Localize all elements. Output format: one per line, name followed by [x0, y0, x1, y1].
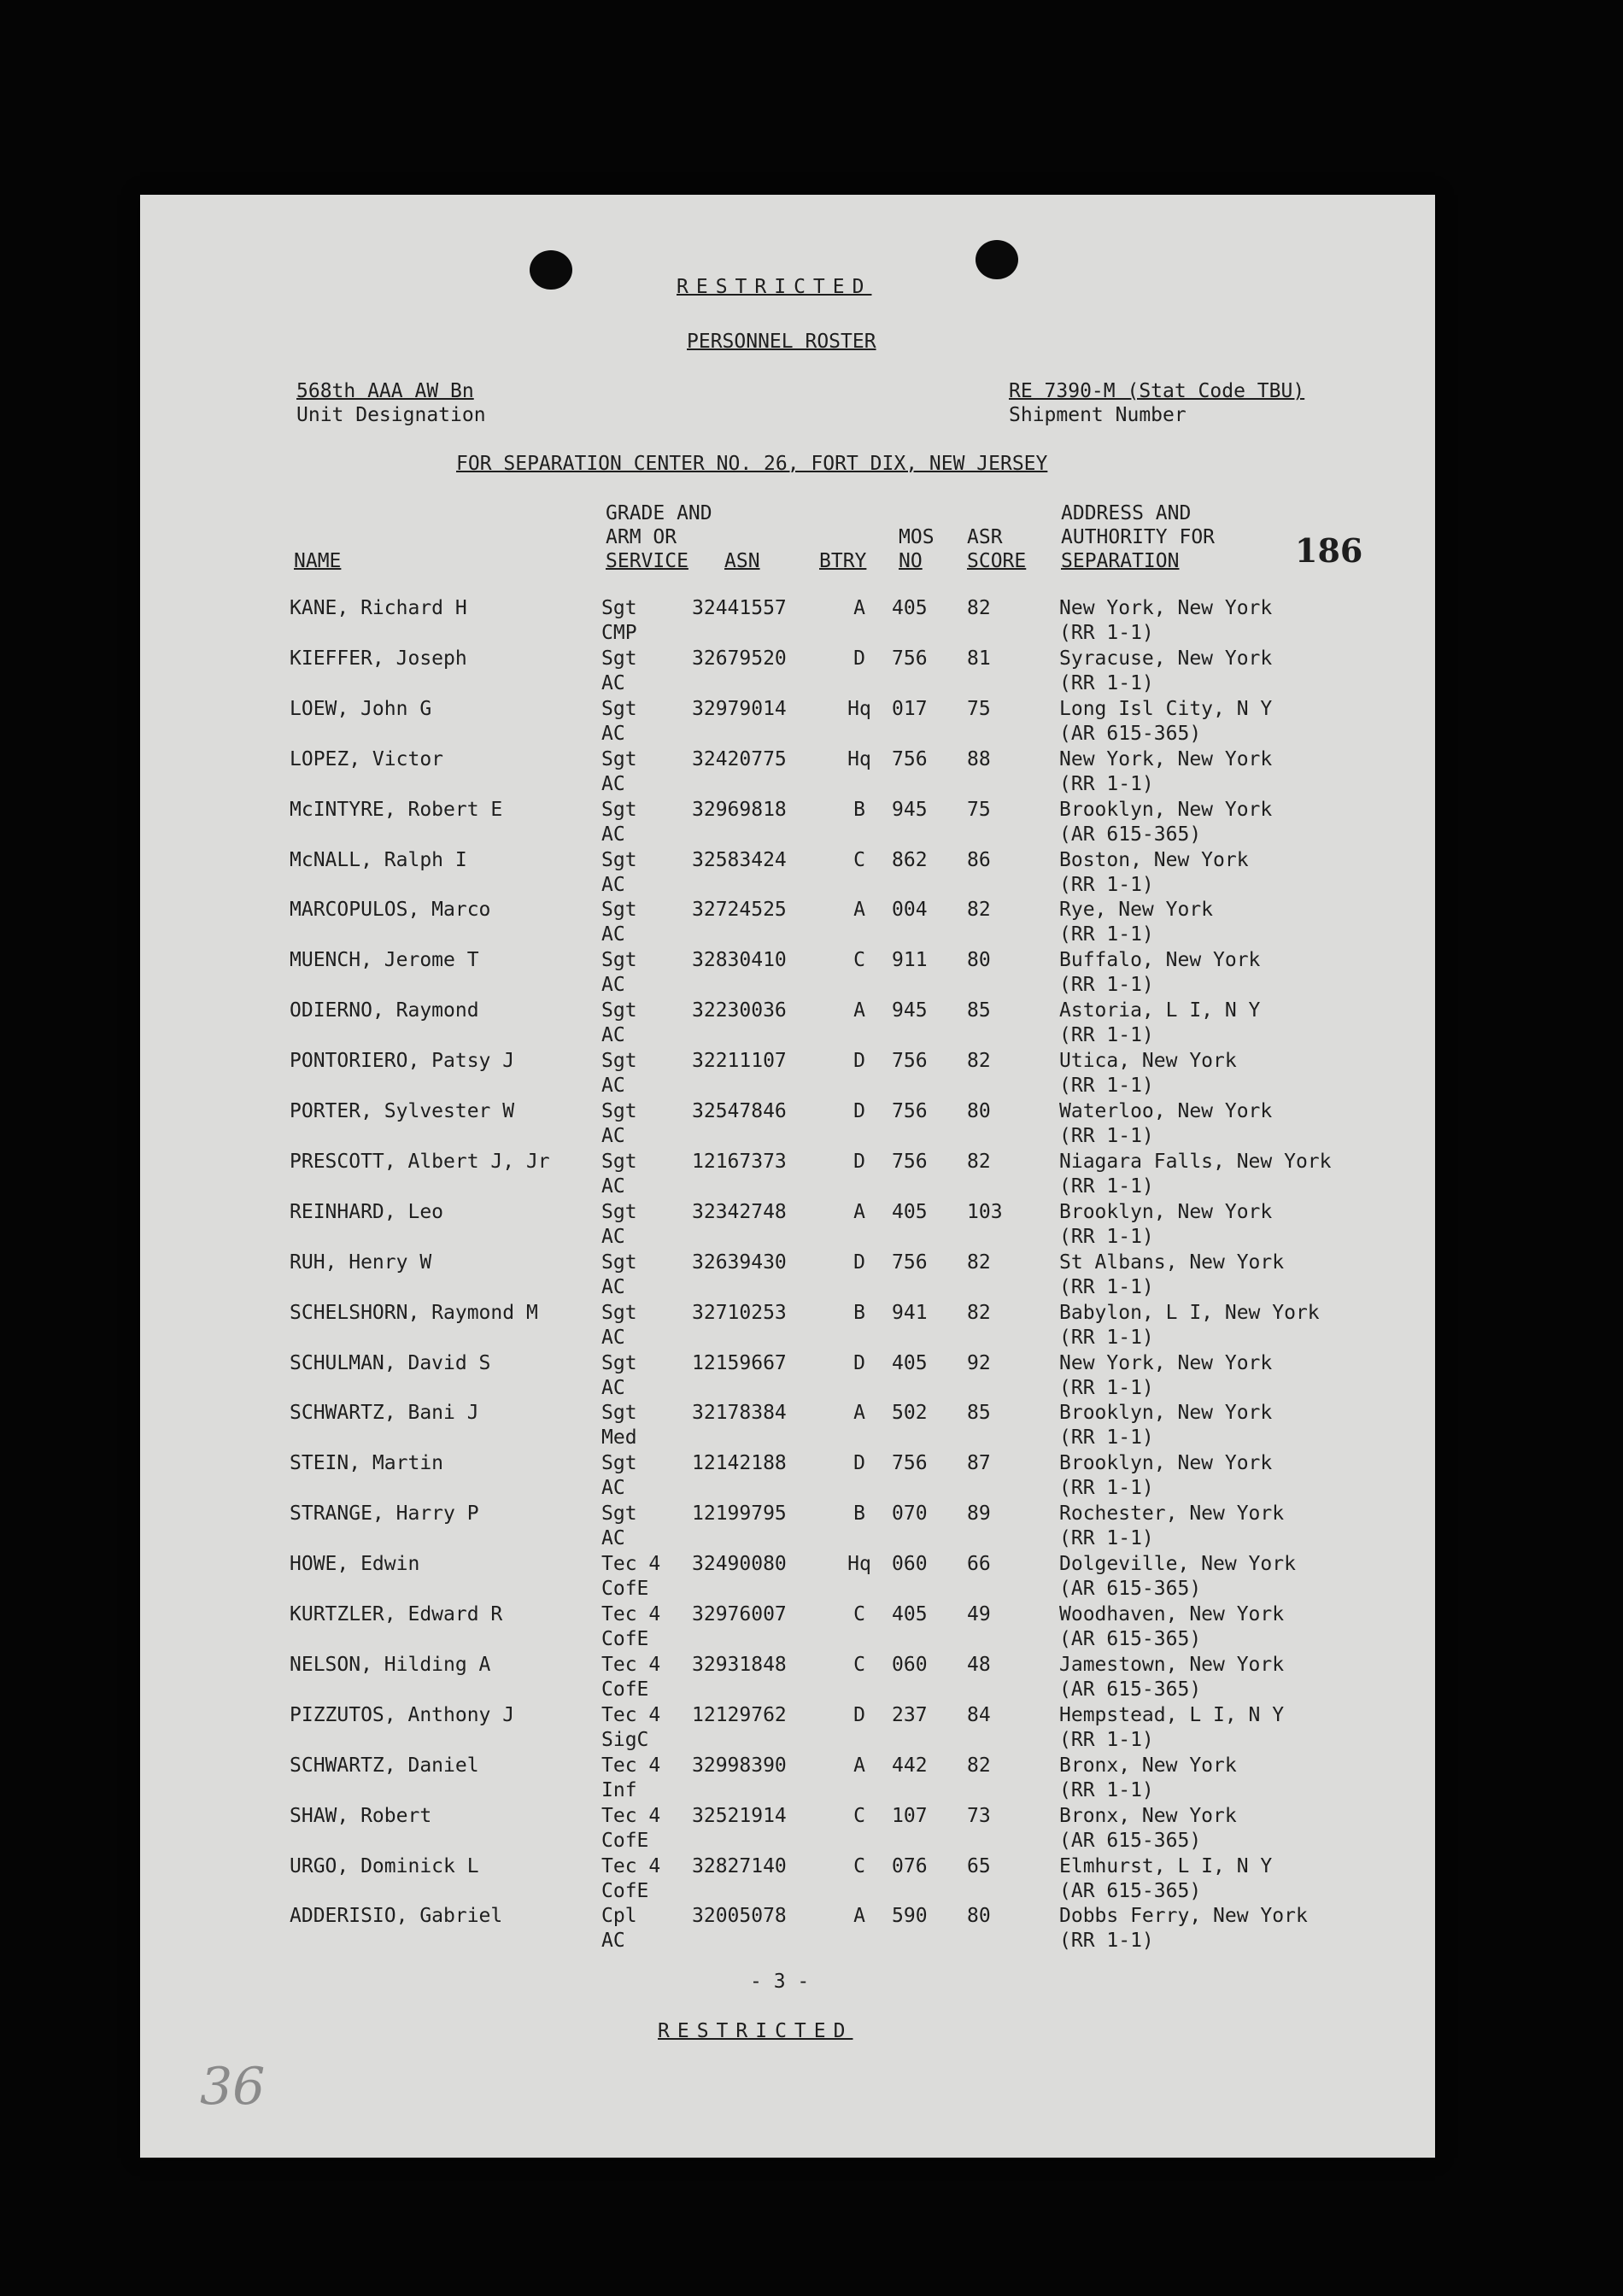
row-name: RUH, Henry W	[290, 1251, 432, 1274]
row-asr-score: 75	[967, 799, 991, 821]
page-reference-number: 186	[1295, 531, 1363, 570]
row-authority: (RR 1-1)	[1059, 1426, 1154, 1449]
table-row	[140, 1854, 1435, 1904]
row-asn: 32490080	[692, 1553, 787, 1575]
col-header-asr: ASR	[967, 526, 1003, 548]
table-row	[140, 948, 1435, 998]
punch-hole-left	[530, 250, 572, 290]
row-authority: (RR 1-1)	[1059, 1125, 1154, 1147]
table-row	[140, 848, 1435, 898]
row-mos: 756	[892, 1050, 928, 1072]
row-mos: 862	[892, 849, 928, 871]
row-address: New York, New York	[1059, 748, 1273, 770]
row-battery: A	[853, 899, 865, 921]
row-authority: (RR 1-1)	[1059, 1930, 1154, 1952]
row-arm-service: AC	[601, 1226, 625, 1248]
row-name: STEIN, Martin	[290, 1452, 444, 1474]
row-grade: Sgt	[601, 1402, 637, 1424]
row-asn: 32639430	[692, 1251, 787, 1274]
row-name: HOWE, Edwin	[290, 1553, 420, 1575]
row-battery: A	[853, 1402, 865, 1424]
row-mos: 756	[892, 647, 928, 670]
row-mos: 756	[892, 1251, 928, 1274]
table-row	[140, 1200, 1435, 1250]
row-asn: 32710253	[692, 1302, 787, 1324]
table-row	[140, 1451, 1435, 1501]
row-arm-service: SigC	[601, 1729, 649, 1751]
table-row	[140, 999, 1435, 1048]
row-name: STRANGE, Harry P	[290, 1502, 479, 1525]
row-mos: 060	[892, 1654, 928, 1676]
row-arm-service: AC	[601, 1930, 625, 1952]
row-asr-score: 82	[967, 1302, 991, 1324]
row-arm-service: CofE	[601, 1830, 649, 1852]
row-mos: 756	[892, 1452, 928, 1474]
row-asn: 32679520	[692, 647, 787, 670]
row-asr-score: 65	[967, 1855, 991, 1877]
row-mos: 060	[892, 1553, 928, 1575]
document-title: PERSONNEL ROSTER	[687, 331, 876, 353]
table-row	[140, 1301, 1435, 1350]
row-address: Jamestown, New York	[1059, 1654, 1285, 1676]
row-battery: D	[853, 1452, 865, 1474]
row-mos: 502	[892, 1402, 928, 1424]
table-row	[140, 1099, 1435, 1149]
row-address: New York, New York	[1059, 597, 1273, 619]
row-name: SCHWARTZ, Bani J	[290, 1402, 479, 1424]
row-asn: 32005078	[692, 1905, 787, 1927]
table-row	[140, 898, 1435, 947]
row-authority: (AR 615-365)	[1059, 1830, 1202, 1852]
row-battery: Hq	[847, 1553, 871, 1575]
row-authority: (AR 615-365)	[1059, 1578, 1202, 1600]
row-grade: Tec 4	[601, 1754, 661, 1777]
restricted-header: RESTRICTED	[677, 276, 872, 298]
row-battery: B	[853, 1502, 865, 1525]
table-row	[140, 697, 1435, 747]
row-battery: D	[853, 1151, 865, 1173]
row-asn: 32211107	[692, 1050, 787, 1072]
row-mos: 911	[892, 949, 928, 971]
row-grade: Sgt	[601, 1201, 637, 1223]
row-asr-score: 82	[967, 1754, 991, 1777]
row-address: St Albans, New York	[1059, 1251, 1285, 1274]
row-asn: 32931848	[692, 1654, 787, 1676]
col-header-name: NAME	[294, 550, 342, 572]
col-header-grade: ARM OR	[606, 526, 677, 548]
row-name: LOEW, John G	[290, 698, 432, 720]
row-authority: (RR 1-1)	[1059, 1075, 1154, 1097]
row-name: URGO, Dominick L	[290, 1855, 479, 1877]
table-row	[140, 1502, 1435, 1551]
row-address: Niagara Falls, New York	[1059, 1151, 1332, 1173]
row-asr-score: 75	[967, 698, 991, 720]
row-name: KANE, Richard H	[290, 597, 467, 619]
table-row	[140, 747, 1435, 797]
row-arm-service: AC	[601, 923, 625, 946]
row-authority: (AR 615-365)	[1059, 723, 1202, 745]
row-name: MUENCH, Jerome T	[290, 949, 479, 971]
row-arm-service: AC	[601, 1477, 625, 1499]
row-battery: Hq	[847, 698, 871, 720]
col-header-asr: SCORE	[967, 550, 1027, 572]
row-name: ODIERNO, Raymond	[290, 999, 479, 1022]
row-authority: (RR 1-1)	[1059, 672, 1154, 694]
row-address: Babylon, L I, New York	[1059, 1302, 1320, 1324]
row-mos: 405	[892, 1201, 928, 1223]
row-arm-service: CofE	[601, 1578, 649, 1600]
row-battery: C	[853, 1805, 865, 1827]
row-grade: Sgt	[601, 1151, 637, 1173]
row-arm-service: Inf	[601, 1779, 637, 1801]
row-arm-service: AC	[601, 1327, 625, 1349]
row-asr-score: 89	[967, 1502, 991, 1525]
row-authority: (RR 1-1)	[1059, 622, 1154, 644]
row-battery: D	[853, 1352, 865, 1374]
row-name: PRESCOTT, Albert J, Jr	[290, 1151, 550, 1173]
row-mos: 237	[892, 1704, 928, 1726]
row-grade: Sgt	[601, 1452, 637, 1474]
unit-designation: 568th AAA AW Bn	[296, 380, 474, 402]
row-name: McNALL, Ralph I	[290, 849, 467, 871]
row-address: Brooklyn, New York	[1059, 799, 1273, 821]
table-row	[140, 1653, 1435, 1702]
row-asr-score: 66	[967, 1553, 991, 1575]
row-grade: Sgt	[601, 1100, 637, 1122]
row-mos: 756	[892, 1151, 928, 1173]
row-battery: C	[853, 1654, 865, 1676]
row-name: SCHELSHORN, Raymond M	[290, 1302, 538, 1324]
row-address: Buffalo, New York	[1059, 949, 1261, 971]
row-asn: 32724525	[692, 899, 787, 921]
row-asn: 32342748	[692, 1201, 787, 1223]
row-arm-service: AC	[601, 1377, 625, 1399]
row-mos: 756	[892, 1100, 928, 1122]
row-battery: D	[853, 647, 865, 670]
row-name: PIZZUTOS, Anthony J	[290, 1704, 515, 1726]
row-name: ADDERISIO, Gabriel	[290, 1905, 503, 1927]
row-asn: 12167373	[692, 1151, 787, 1173]
table-row	[140, 798, 1435, 847]
row-address: Waterloo, New York	[1059, 1100, 1273, 1122]
row-asr-score: 82	[967, 1050, 991, 1072]
row-mos: 941	[892, 1302, 928, 1324]
row-address: Syracuse, New York	[1059, 647, 1273, 670]
shipment-number-label: Shipment Number	[1009, 404, 1186, 426]
separation-center: FOR SEPARATION CENTER NO. 26, FORT DIX, NEW JERSEY	[456, 453, 1048, 475]
row-asr-score: 80	[967, 1905, 991, 1927]
row-grade: Sgt	[601, 1251, 637, 1274]
row-asn: 32521914	[692, 1805, 787, 1827]
row-authority: (RR 1-1)	[1059, 1477, 1154, 1499]
row-authority: (AR 615-365)	[1059, 1628, 1202, 1650]
row-arm-service: AC	[601, 1125, 625, 1147]
row-grade: Sgt	[601, 999, 637, 1022]
row-arm-service: CofE	[601, 1678, 649, 1701]
row-address: Elmhurst, L I, N Y	[1059, 1855, 1273, 1877]
row-arm-service: AC	[601, 1075, 625, 1097]
row-asn: 32441557	[692, 597, 787, 619]
table-row	[140, 1754, 1435, 1803]
row-name: KIEFFER, Joseph	[290, 647, 467, 670]
row-address: Long Isl City, N Y	[1059, 698, 1273, 720]
row-address: Woodhaven, New York	[1059, 1603, 1285, 1625]
row-address: Utica, New York	[1059, 1050, 1237, 1072]
row-asr-score: 48	[967, 1654, 991, 1676]
row-grade: Tec 4	[601, 1603, 661, 1625]
row-address: Bronx, New York	[1059, 1754, 1237, 1777]
row-arm-service: AC	[601, 773, 625, 795]
row-grade: Sgt	[601, 1050, 637, 1072]
row-grade: Sgt	[601, 1352, 637, 1374]
row-asr-score: 103	[967, 1201, 1003, 1223]
col-header-mos: NO	[899, 550, 923, 572]
row-mos: 756	[892, 748, 928, 770]
row-address: Astoria, L I, N Y	[1059, 999, 1261, 1022]
row-asn: 12199795	[692, 1502, 787, 1525]
row-battery: C	[853, 1603, 865, 1625]
roster-page	[140, 195, 1435, 2158]
unit-designation-label: Unit Designation	[296, 404, 486, 426]
row-grade: Tec 4	[601, 1553, 661, 1575]
row-mos: 017	[892, 698, 928, 720]
row-address: Brooklyn, New York	[1059, 1452, 1273, 1474]
row-authority: (AR 615-365)	[1059, 1880, 1202, 1902]
row-battery: C	[853, 849, 865, 871]
row-asn: 12159667	[692, 1352, 787, 1374]
row-asn: 32178384	[692, 1402, 787, 1424]
row-name: KURTZLER, Edward R	[290, 1603, 503, 1625]
row-name: MARCOPULOS, Marco	[290, 899, 491, 921]
row-asr-score: 88	[967, 748, 991, 770]
row-asr-score: 49	[967, 1603, 991, 1625]
row-battery: B	[853, 1302, 865, 1324]
row-mos: 945	[892, 799, 928, 821]
row-name: NELSON, Hilding A	[290, 1654, 491, 1676]
row-grade: Sgt	[601, 899, 637, 921]
col-header-grade: SERVICE	[606, 550, 688, 572]
row-grade: Sgt	[601, 949, 637, 971]
col-header-grade: GRADE AND	[606, 502, 712, 524]
row-battery: C	[853, 949, 865, 971]
row-asr-score: 85	[967, 999, 991, 1022]
row-asr-score: 87	[967, 1452, 991, 1474]
row-arm-service: Med	[601, 1426, 637, 1449]
row-asr-score: 84	[967, 1704, 991, 1726]
row-address: Dolgeville, New York	[1059, 1553, 1296, 1575]
row-name: McINTYRE, Robert E	[290, 799, 503, 821]
col-header-address: SEPARATION	[1061, 550, 1180, 572]
page-number: - 3 -	[750, 1971, 810, 1993]
row-authority: (RR 1-1)	[1059, 1226, 1154, 1248]
row-arm-service: CMP	[601, 622, 637, 644]
table-row	[140, 647, 1435, 696]
col-header-address: ADDRESS AND	[1061, 502, 1192, 524]
col-header-address: AUTHORITY FOR	[1061, 526, 1216, 548]
table-row	[140, 1351, 1435, 1401]
row-asn: 32827140	[692, 1855, 787, 1877]
row-authority: (RR 1-1)	[1059, 1327, 1154, 1349]
row-asr-score: 80	[967, 1100, 991, 1122]
row-asn: 32969818	[692, 799, 787, 821]
restricted-footer: RESTRICTED	[658, 2020, 853, 2042]
row-asn: 32420775	[692, 748, 787, 770]
row-grade: Sgt	[601, 1502, 637, 1525]
punch-hole-right	[976, 240, 1018, 279]
table-row	[140, 1150, 1435, 1199]
row-asn: 32998390	[692, 1754, 787, 1777]
row-authority: (RR 1-1)	[1059, 1729, 1154, 1751]
row-authority: (RR 1-1)	[1059, 1276, 1154, 1298]
row-authority: (RR 1-1)	[1059, 1527, 1154, 1549]
row-asn: 32230036	[692, 999, 787, 1022]
row-authority: (RR 1-1)	[1059, 974, 1154, 996]
row-asn: 12142188	[692, 1452, 787, 1474]
row-battery: D	[853, 1050, 865, 1072]
row-address: Brooklyn, New York	[1059, 1402, 1273, 1424]
table-row	[140, 1602, 1435, 1652]
row-asr-score: 82	[967, 1151, 991, 1173]
row-battery: A	[853, 597, 865, 619]
row-battery: A	[853, 999, 865, 1022]
row-asr-score: 92	[967, 1352, 991, 1374]
row-asr-score: 85	[967, 1402, 991, 1424]
row-authority: (RR 1-1)	[1059, 1377, 1154, 1399]
shipment-number: RE 7390-M (Stat Code TBU)	[1009, 380, 1305, 402]
row-grade: Tec 4	[601, 1654, 661, 1676]
row-asr-score: 73	[967, 1805, 991, 1827]
row-name: SCHWARTZ, Daniel	[290, 1754, 479, 1777]
row-name: PONTORIERO, Patsy J	[290, 1050, 515, 1072]
row-mos: 442	[892, 1754, 928, 1777]
row-grade: Sgt	[601, 748, 637, 770]
table-row	[140, 1804, 1435, 1854]
table-row	[140, 1401, 1435, 1450]
row-grade: Tec 4	[601, 1855, 661, 1877]
row-grade: Sgt	[601, 698, 637, 720]
row-authority: (RR 1-1)	[1059, 923, 1154, 946]
row-battery: D	[853, 1100, 865, 1122]
row-battery: C	[853, 1855, 865, 1877]
row-address: Brooklyn, New York	[1059, 1201, 1273, 1223]
row-grade: Sgt	[601, 849, 637, 871]
row-authority: (AR 615-365)	[1059, 823, 1202, 846]
row-grade: Tec 4	[601, 1704, 661, 1726]
row-battery: A	[853, 1201, 865, 1223]
table-row	[140, 596, 1435, 646]
row-arm-service: CofE	[601, 1628, 649, 1650]
row-battery: D	[853, 1251, 865, 1274]
row-authority: (RR 1-1)	[1059, 1779, 1154, 1801]
row-asn: 32583424	[692, 849, 787, 871]
row-name: SCHULMAN, David S	[290, 1352, 491, 1374]
row-asr-score: 82	[967, 597, 991, 619]
row-asn: 32976007	[692, 1603, 787, 1625]
row-asn: 32979014	[692, 698, 787, 720]
row-battery: A	[853, 1905, 865, 1927]
row-asr-score: 82	[967, 899, 991, 921]
row-arm-service: AC	[601, 1276, 625, 1298]
row-arm-service: AC	[601, 672, 625, 694]
row-asr-score: 86	[967, 849, 991, 871]
row-address: Hempstead, L I, N Y	[1059, 1704, 1285, 1726]
row-authority: (RR 1-1)	[1059, 874, 1154, 896]
row-mos: 945	[892, 999, 928, 1022]
table-row	[140, 1703, 1435, 1753]
row-grade: Cpl	[601, 1905, 637, 1927]
col-header-asn: ASN	[724, 550, 760, 572]
row-grade: Sgt	[601, 647, 637, 670]
row-asr-score: 80	[967, 949, 991, 971]
row-grade: Sgt	[601, 799, 637, 821]
row-grade: Sgt	[601, 1302, 637, 1324]
row-address: Rye, New York	[1059, 899, 1214, 921]
row-name: PORTER, Sylvester W	[290, 1100, 515, 1122]
table-row	[140, 1904, 1435, 1953]
row-mos: 405	[892, 1352, 928, 1374]
row-mos: 107	[892, 1805, 928, 1827]
row-arm-service: AC	[601, 1175, 625, 1198]
table-row	[140, 1552, 1435, 1602]
row-asn: 12129762	[692, 1704, 787, 1726]
row-asr-score: 81	[967, 647, 991, 670]
row-arm-service: CofE	[601, 1880, 649, 1902]
row-asn: 32547846	[692, 1100, 787, 1122]
row-battery: D	[853, 1704, 865, 1726]
row-address: New York, New York	[1059, 1352, 1273, 1374]
row-battery: Hq	[847, 748, 871, 770]
handwritten-number: 36	[200, 2057, 266, 2117]
row-mos: 004	[892, 899, 928, 921]
row-mos: 405	[892, 1603, 928, 1625]
row-asr-score: 82	[967, 1251, 991, 1274]
row-address: Dobbs Ferry, New York	[1059, 1905, 1308, 1927]
row-arm-service: AC	[601, 874, 625, 896]
row-authority: (RR 1-1)	[1059, 773, 1154, 795]
row-name: REINHARD, Leo	[290, 1201, 444, 1223]
col-header-btry: BTRY	[819, 550, 867, 572]
row-grade: Tec 4	[601, 1805, 661, 1827]
row-mos: 070	[892, 1502, 928, 1525]
row-name: SHAW, Robert	[290, 1805, 432, 1827]
row-arm-service: AC	[601, 1024, 625, 1046]
row-mos: 405	[892, 597, 928, 619]
row-address: Rochester, New York	[1059, 1502, 1285, 1525]
row-authority: (RR 1-1)	[1059, 1175, 1154, 1198]
row-arm-service: AC	[601, 974, 625, 996]
row-arm-service: AC	[601, 723, 625, 745]
table-row	[140, 1049, 1435, 1098]
row-grade: Sgt	[601, 597, 637, 619]
row-mos: 590	[892, 1905, 928, 1927]
table-row	[140, 1250, 1435, 1300]
row-asn: 32830410	[692, 949, 787, 971]
row-battery: B	[853, 799, 865, 821]
row-authority: (RR 1-1)	[1059, 1024, 1154, 1046]
row-address: Boston, New York	[1059, 849, 1249, 871]
row-authority: (AR 615-365)	[1059, 1678, 1202, 1701]
row-arm-service: AC	[601, 823, 625, 846]
row-mos: 076	[892, 1855, 928, 1877]
row-battery: A	[853, 1754, 865, 1777]
col-header-mos: MOS	[899, 526, 935, 548]
row-name: LOPEZ, Victor	[290, 748, 444, 770]
row-arm-service: AC	[601, 1527, 625, 1549]
row-address: Bronx, New York	[1059, 1805, 1237, 1827]
